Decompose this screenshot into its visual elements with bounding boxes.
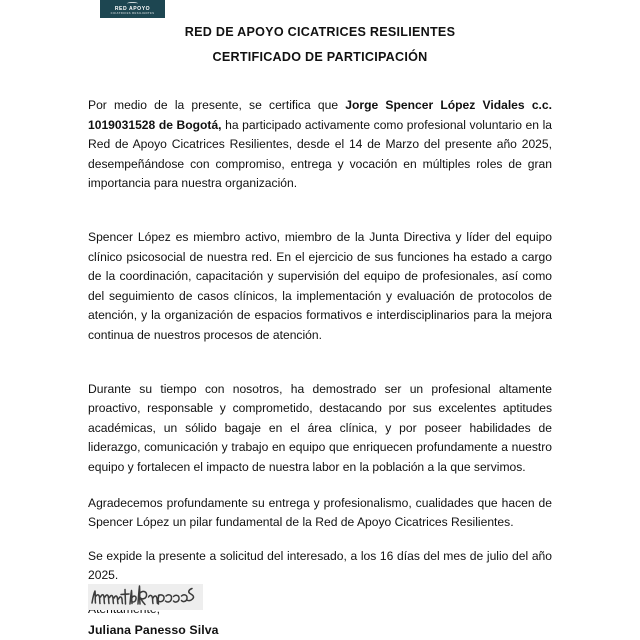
paragraph-issuance: Se expide la presente a solicitud del interesado, a los 16 días del mes de julio del año 2025. (88, 548, 552, 583)
signature-image (88, 584, 203, 610)
logo-arc-icon (127, 2, 138, 6)
certified-person-name: Jorge Spencer López Vidales c.c. 1019031528 de Bogotá, (88, 98, 553, 132)
p1-text-before-name: Por medio de la presente, se certifica que (88, 98, 346, 112)
paragraph-spacer (88, 346, 552, 380)
document-body (88, 96, 552, 619)
logo-subtitle: CICATRICES RESILIENTES (110, 12, 155, 16)
signer-name: Juliana Panesso Silva (88, 623, 219, 637)
p1-text-after-name: ha participado activamente como profesional voluntario en la Red de Apoyo Cicatrices Resilientes, desde el 14 de Marzo del presente año 2025, desempeñándose con compromiso, entrega y vocación en múltiples roles de gran importancia para nuestra organización. (88, 117, 552, 191)
handwritten-signature-icon (88, 584, 203, 610)
organization-logo (100, 0, 165, 18)
paragraph-certification (88, 96, 552, 194)
paragraph-spacer (88, 478, 552, 494)
paragraph-acknowledgement: Agradecemos profundamente su entrega y profesionalismo, cualidades que hacen de Spencer López un pilar fundamental de la Red de Apoyo Cicatrices Resilientes. (88, 495, 552, 530)
paragraph-spacer (88, 194, 552, 228)
paragraph-spacer (88, 533, 552, 547)
paragraph-roles: Spencer López es miembro activo, miembro de la Junta Directiva y líder del equipo clínico psicosocial de nuestra red. En el ejercicio de sus funciones ha estado a cargo de la coordinación, capacitación y supervisión del equipo de profesionales, así como del seguimiento de casos clínicos, la implementación y evaluación de protocolos de atención, y la organización de espacios formativos e interdisciplinarios para la mejora continua de nuestros procesos de atención. (88, 229, 552, 342)
paragraph-qualities: Durante su tiempo con nosotros, ha demostrado ser un profesional altamente proactivo, responsable y comprometido, destacando por sus excelentes aptitudes académicas, un sólido bagaje en el área clínica, y por poseer habilidades de liderazgo, comunicación y trabajo en equipo que enriquecen profundamente a nuestro equipo y fortalecen el impacto de nuestra labor en la población a la que servimos. (88, 381, 552, 474)
logo-title: RED APOYO (114, 6, 151, 13)
page-title: RED DE APOYO CICATRICES RESILIENTES (184, 25, 456, 39)
document-subtitle: CERTIFICADO DE PARTICIPACIÓN (212, 50, 428, 64)
